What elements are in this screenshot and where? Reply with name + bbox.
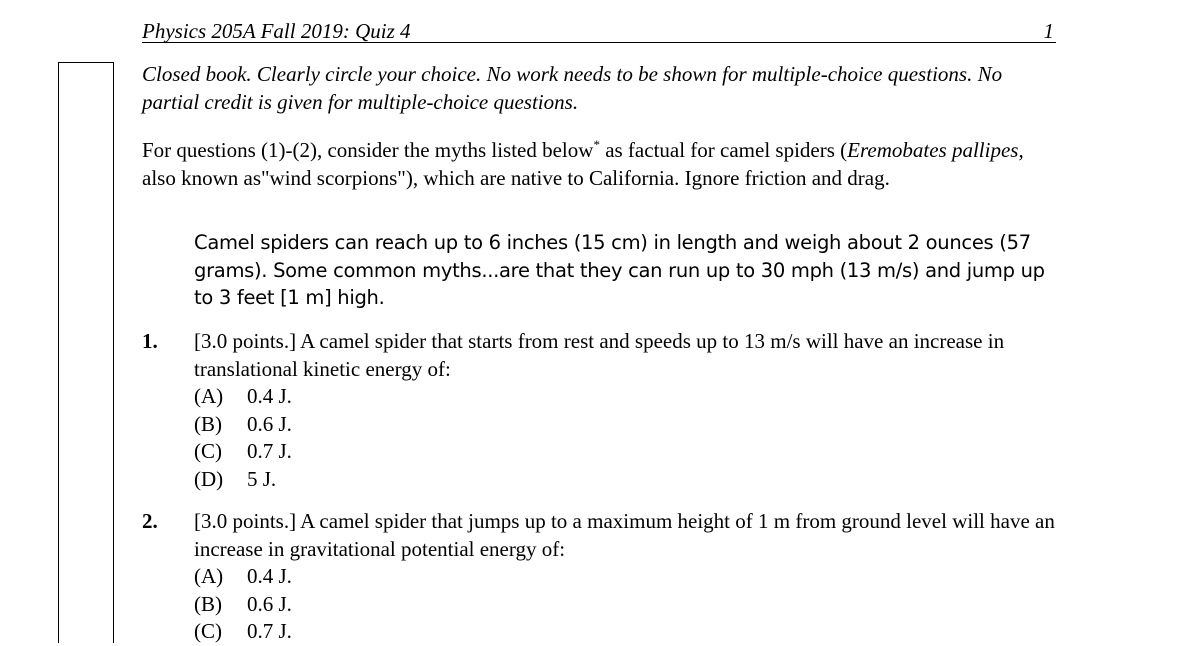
choice-a[interactable] — [194, 563, 1062, 591]
choice-letter: (A) — [194, 564, 224, 588]
question-number: 1. — [142, 329, 158, 353]
choice-letter: (D) — [194, 466, 224, 491]
choice-d[interactable] — [194, 466, 1062, 494]
choice-text: 5 J. — [247, 466, 277, 491]
choice-text: 0.7 J. — [247, 619, 292, 643]
choice-b[interactable] — [194, 591, 1062, 619]
choice-c[interactable] — [194, 438, 1062, 466]
choice-letter: (C) — [194, 619, 222, 643]
choice-text: 0.6 J. — [247, 591, 292, 616]
choice-b[interactable] — [194, 411, 1062, 439]
choice-a[interactable] — [194, 383, 1062, 411]
species-name: Eremobates pallipes — [847, 138, 1019, 162]
question-2 — [142, 508, 1062, 646]
choice-letter: (C) — [194, 439, 222, 463]
intro-text-2: as factual for camel spiders ( — [599, 138, 848, 162]
choice-letter: (A) — [194, 384, 224, 408]
footnote-mark: * — [593, 137, 600, 152]
name-box — [58, 62, 114, 643]
choice-text: 0.7 J. — [247, 439, 292, 463]
page-header — [142, 18, 1056, 43]
intro-text-1: For questions (1)-(2), consider the myths listed below — [142, 138, 594, 162]
quiz-title: Physics 205A Fall 2019: Quiz 4 — [142, 19, 411, 43]
question-1 — [142, 328, 1062, 493]
choice-text: 0.4 J. — [247, 564, 292, 588]
question-text: [3.0 points.] A camel spider that starts from rest and speeds up to 13 m/s will have an increase in translational kinetic energy of: — [194, 329, 1005, 381]
choice-letter: (B) — [194, 591, 222, 616]
instructions: Closed book. Clearly circle your choice. No work needs to be shown for multiple-choice questions. No partial credit is given for multiple-choice questions. — [142, 62, 1003, 114]
question-number: 2. — [142, 509, 158, 533]
question-text: [3.0 points.] A camel spider that jumps up to a maximum height of 1 m from ground level will have an increase in gravitational potential energy of: — [194, 509, 1055, 561]
myth-quote: Camel spiders can reach up to 6 inches (15 cm) in length and weigh about 2 ounces (57 grams). Some common myths...are that they can run up to 30 mph (13 m/s) and jump up to 3 feet [1 m] high. — [194, 231, 1045, 309]
choice-c[interactable] — [194, 618, 1062, 646]
choice-letter: (B) — [194, 411, 222, 436]
intro-text-3: , also known as"wind scorpions"), which are native to California. Ignore friction and drag. — [142, 138, 1024, 190]
choice-text: 0.6 J. — [247, 411, 292, 436]
intro-paragraph — [142, 131, 1062, 192]
page-number: 1 — [1043, 19, 1054, 43]
choice-text: 0.4 J. — [247, 384, 292, 408]
